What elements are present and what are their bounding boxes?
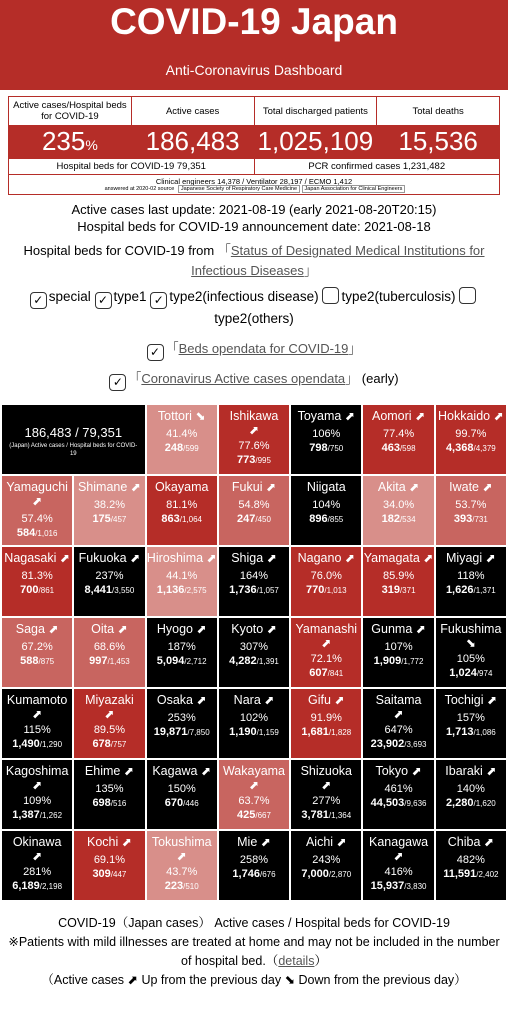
arrow-up-icon: ⬈ — [176, 849, 187, 863]
prefecture-tile[interactable]: Gunma ⬈ 107% 1,909/1,772 — [363, 618, 433, 687]
filter-type1[interactable]: ✓ type1 — [95, 289, 147, 304]
arrow-up-icon: ⬈ — [336, 835, 347, 849]
prefecture-tile[interactable]: Kochi ⬈ 69.1% 309/447 — [74, 831, 144, 900]
arrow-up-icon: ⬈ — [266, 551, 277, 565]
prefecture-tile[interactable]: Miyagi ⬈ 118% 1,626/1,371 — [436, 547, 506, 616]
arrow-up-icon: ⬈ — [32, 707, 43, 721]
arrow-up-icon: ⬈ — [411, 764, 422, 778]
prefecture-grid — [2, 405, 506, 900]
prefecture-tile[interactable]: Ibaraki ⬈ 140% 2,280/1,620 — [436, 760, 506, 829]
prefecture-tile[interactable]: Kyoto ⬈ 307% 4,282/1,391 — [219, 618, 289, 687]
prefecture-tile[interactable]: Hokkaido ⬈ 99.7% 4,368/4,379 — [436, 405, 506, 474]
arrow-up-icon: ⬈ — [130, 480, 141, 494]
prefecture-tile[interactable]: Nara ⬈ 102% 1,190/1,159 — [219, 689, 289, 758]
arrow-up-icon: ⬈ — [59, 551, 70, 565]
source-link-1[interactable]: Japanese Society of Respiratory Care Medicine — [178, 185, 300, 193]
arrow-down-icon: ⬊ — [465, 636, 476, 650]
details-link[interactable]: details — [278, 954, 315, 968]
stat-active: Active cases 186,483 — [132, 97, 255, 158]
prefecture-tile[interactable]: Shizuoka ⬈ 277% 3,781/1,364 — [291, 760, 361, 829]
arrow-up-icon: ⬈ — [206, 551, 217, 565]
prefecture-tile[interactable]: Toyama ⬈ 106% 798/750 — [291, 405, 361, 474]
arrow-up-icon: ⬈ — [260, 835, 271, 849]
arrow-up-icon: ⬈ — [415, 622, 426, 636]
arrow-up-icon: ⬈ — [483, 835, 494, 849]
prefecture-tile[interactable]: Kagoshima ⬈ 109% 1,387/1,262 — [2, 760, 72, 829]
page-title: COVID-19 Japan — [110, 1, 398, 42]
prefecture-tile[interactable]: Okinawa ⬈ 281% 6,189/2,198 — [2, 831, 72, 900]
arrow-up-icon: ⬈ — [409, 480, 420, 494]
prefecture-tile[interactable]: Fukui ⬈ 54.8% 247/450 — [219, 476, 289, 545]
arrow-up-icon: ⬈ — [487, 693, 498, 707]
arrow-up-icon: ⬈ — [334, 693, 345, 707]
arrow-up-icon: ⬈ — [248, 778, 260, 792]
prefecture-tile[interactable]: Saitama ⬈ 647% 23,902/3,693 — [363, 689, 433, 758]
arrow-up-icon: ⬈ — [201, 764, 212, 778]
prefecture-tile[interactable]: Kumamoto ⬈ 115% 1,490/1,290 — [2, 689, 72, 758]
arrow-up-icon: ⬈ — [196, 693, 207, 707]
prefecture-tile[interactable]: Nagasaki ⬈ 81.3% 700/861 — [2, 547, 72, 616]
arrow-down-icon: ⬊ — [195, 409, 206, 423]
prefecture-tile[interactable]: Fukushima ⬊ 105% 1,024/974 — [436, 618, 506, 687]
prefecture-tile[interactable]: Niigata 104% 896/855 — [291, 476, 361, 545]
prefecture-tile[interactable]: Mie ⬈ 258% 1,746/676 — [219, 831, 289, 900]
arrow-up-icon: ⬈ — [117, 622, 128, 636]
checkbox-unchecked-icon — [322, 287, 339, 304]
header — [0, 0, 508, 90]
arrow-up-icon: ⬈ — [423, 551, 434, 565]
prefecture-tile[interactable]: Gifu ⬈ 91.9% 1,681/1,828 — [291, 689, 361, 758]
prefecture-tile[interactable]: Hyogo ⬈ 187% 5,094/2,712 — [147, 618, 217, 687]
prefecture-tile[interactable]: Tochigi ⬈ 157% 1,713/1,086 — [436, 689, 506, 758]
arrow-up-icon: ⬈ — [104, 707, 115, 721]
prefecture-tile[interactable]: Aomori ⬈ 77.4% 463/598 — [363, 405, 433, 474]
prefecture-tile[interactable]: Yamanashi ⬈ 72.1% 607/841 — [291, 618, 361, 687]
prefecture-tile[interactable]: Tokyo ⬈ 461% 44,503/9,636 — [363, 760, 433, 829]
prefecture-tile[interactable]: Akita ⬈ 34.0% 182/534 — [363, 476, 433, 545]
arrow-up-icon: ⬈ — [121, 835, 132, 849]
arrow-up-icon: ⬈ — [196, 622, 207, 636]
beds-total: Hospital beds for COVID-19 79,351 — [9, 159, 255, 174]
arrow-up-icon: ⬈ — [265, 480, 277, 494]
prefecture-tile[interactable]: Aichi ⬈ 243% 7,000/2,870 — [291, 831, 361, 900]
stat-ratio: Active cases/Hospital beds for COVID-19 235% — [9, 97, 132, 158]
arrow-up-icon: ⬈ — [393, 849, 404, 863]
prefecture-tile[interactable]: Oita ⬈ 68.6% 997/1,453 — [74, 618, 144, 687]
prefecture-tile[interactable]: Fukuoka ⬈ 237% 8,441/3,550 — [74, 547, 144, 616]
checkbox-checked-icon: ✓ — [30, 292, 47, 309]
filter-special[interactable]: ✓ special — [30, 289, 91, 304]
arrow-up-icon: ⬈ — [32, 849, 43, 863]
checkbox-checked-icon: ✓ — [150, 292, 167, 309]
pcr-total: PCR confirmed cases 1,231,482 — [308, 161, 446, 172]
prefecture-tile[interactable]: Shimane ⬈ 38.2% 175/457 — [74, 476, 144, 545]
arrow-up-icon: ⬈ — [493, 409, 504, 423]
opendata-options — [0, 339, 508, 391]
prefecture-tile[interactable]: Saga ⬈ 67.2% 588/875 — [2, 618, 72, 687]
arrow-up-icon: ⬈ — [482, 480, 493, 494]
update-info: Active cases last update: 2021-08-19 (early 2021-08-20T20:15) Hospital beds for COVID-19 announcement date: 2021-08-18 — [71, 202, 437, 234]
hospital-source: Hospital beds for COVID-19 from 「Status of Designated Medical Institutions for Infectious Diseases」 — [23, 243, 485, 278]
footer: COVID-19（Japan cases） Active cases / Hospital beds for COVID-19 ※Patients with mild illnesses are treated at home and may not be included in the number of hospital bed.（details） （Active cases ⬈ Up from the previous day ⬊ Down from the previous day） — [8, 916, 500, 987]
bed-type-filters — [0, 287, 508, 329]
checkbox-unchecked-icon — [459, 287, 476, 304]
arrow-up-icon: ⬈ — [130, 551, 141, 565]
prefecture-tile[interactable]: Hiroshima ⬈ 44.1% 1,136/2,575 — [147, 547, 217, 616]
clinical-info: Clinical engineers 14,378 / Ventilator 28,197 / ECMO 1,412 answered at 2020-02 source Japanese Society of Respiratory Care Medicine Japan Association for Clinical Engineers — [9, 174, 499, 194]
source-link-2[interactable]: Japan Association for Clinical Engineers — [302, 185, 406, 193]
arrow-up-icon: ⬈ — [321, 778, 332, 792]
prefecture-tile[interactable]: Iwate ⬈ 53.7% 393/731 — [436, 476, 506, 545]
prefecture-tile[interactable]: Miyazaki ⬈ 89.5% 678/757 — [74, 689, 144, 758]
arrow-up-icon: ⬈ — [264, 693, 275, 707]
arrow-up-icon: ⬈ — [321, 636, 332, 650]
filter-type2-tuberculosis[interactable]: type2(tuberculosis) — [322, 289, 455, 304]
prefecture-tile[interactable]: Yamagata ⬈ 85.9% 319/371 — [363, 547, 433, 616]
prefecture-tile[interactable]: Osaka ⬈ 253% 19,871/7,850 — [147, 689, 217, 758]
stat-discharged: Total discharged patients 1,025,109 — [255, 97, 378, 158]
arrow-up-icon: ⬈ — [485, 551, 496, 565]
prefecture-tile[interactable]: Okayama 81.1% 863/1,064 — [147, 476, 217, 545]
summary-tile: 186,483 / 79,351 (Japan) Active cases / Hospital beds for COVID-19 — [2, 405, 145, 474]
arrow-up-icon: ⬈ — [32, 494, 43, 508]
prefecture-tile[interactable]: Tokushima ⬈ 43.7% 223/510 — [147, 831, 217, 900]
arrow-up-icon: ⬈ — [486, 764, 497, 778]
option-beds-opendata[interactable]: ✓ 「Beds opendata for COVID-19」 — [0, 339, 508, 361]
checkbox-checked-icon: ✓ — [109, 374, 126, 391]
checkbox-checked-icon: ✓ — [147, 344, 164, 361]
prefecture-tile[interactable]: Chiba ⬈ 482% 11,591/2,402 — [436, 831, 506, 900]
prefecture-tile[interactable]: Ishikawa ⬈ 77.6% 773/995 — [219, 405, 289, 474]
arrow-up-icon: ⬈ — [48, 622, 59, 636]
arrow-up-icon: ⬈ — [344, 551, 355, 565]
checkbox-checked-icon: ✓ — [95, 292, 112, 309]
stats-panel — [8, 96, 500, 195]
arrow-up-icon: ⬈ — [266, 622, 277, 636]
prefecture-tile[interactable]: Ehime ⬈ 135% 698/516 — [74, 760, 144, 829]
prefecture-tile[interactable]: Shiga ⬈ 164% 1,736/1,057 — [219, 547, 289, 616]
prefecture-tile[interactable]: Kagawa ⬈ 150% 670/446 — [147, 760, 217, 829]
arrow-up-icon: ⬈ — [344, 409, 355, 423]
arrow-up-icon: ⬈ — [415, 409, 426, 423]
filter-type2-infectious[interactable]: ✓ type2(infectious disease) — [150, 289, 318, 304]
page-subtitle: Anti-Coronavirus Dashboard — [165, 62, 343, 78]
option-active-opendata[interactable]: ✓ 「Coronavirus Active cases opendata」 (early) — [0, 369, 508, 391]
arrow-up-icon: ⬈ — [32, 778, 43, 792]
arrow-up-icon: ⬈ — [393, 707, 404, 721]
filter-type2-others[interactable]: type2(others) — [214, 289, 478, 326]
prefecture-tile[interactable]: Kanagawa ⬈ 416% 15,937/3,830 — [363, 831, 433, 900]
arrow-up-icon: ⬈ — [123, 764, 134, 778]
prefecture-tile[interactable]: Wakayama ⬈ 63.7% 425/667 — [219, 760, 289, 829]
arrow-up-icon: ⬈ — [248, 423, 260, 437]
prefecture-tile[interactable]: Tottori ⬊ 41.4% 248/599 — [147, 405, 217, 474]
prefecture-tile[interactable]: Nagano ⬈ 76.0% 770/1,013 — [291, 547, 361, 616]
hospital-source-link[interactable]: Status of Designated Medical Institutions for Infectious Diseases — [191, 243, 485, 278]
prefecture-tile[interactable]: Yamaguchi ⬈ 57.4% 584/1,016 — [2, 476, 72, 545]
stat-deaths: Total deaths 15,536 — [377, 97, 499, 158]
